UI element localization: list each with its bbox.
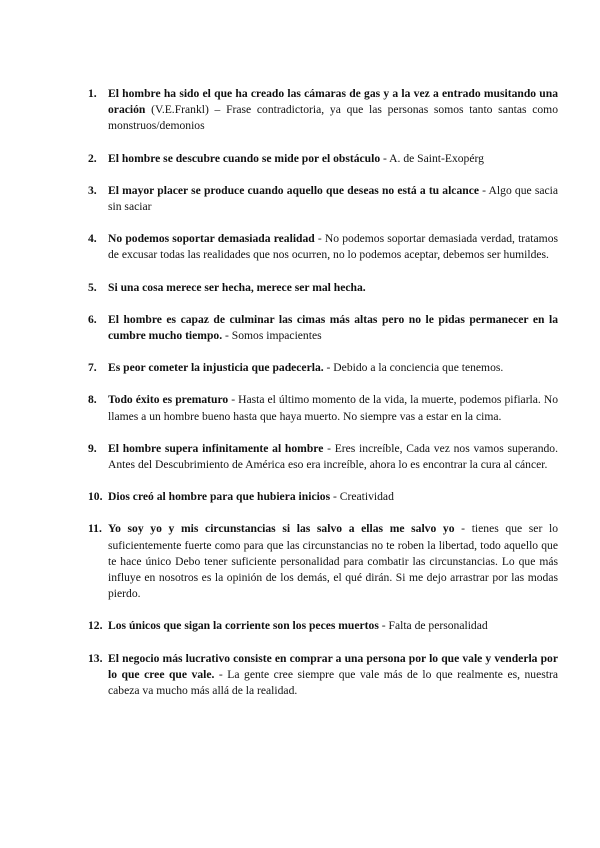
item-number: 8.	[88, 393, 97, 407]
item-quote: El mayor placer se produce cuando aquello que deseas no está a tu alcance	[108, 183, 479, 197]
list-item	[88, 280, 558, 296]
item-note: - No podemos soportar demasiada verdad, tratamos de excusar todas las realidades que nos ocurren, no lo podemos aceptar, debemos ser humildes.	[108, 232, 558, 262]
item-note: - La gente cree siempre que vale más de lo que realmente es, nuestra cabeza va mucho más allá de la realidad.	[108, 667, 558, 698]
list-item	[88, 651, 558, 700]
quote-list	[88, 86, 558, 715]
item-number: 3.	[88, 183, 97, 197]
list-item	[88, 489, 558, 505]
item-number: 7.	[88, 361, 97, 375]
item-number: 5.	[88, 280, 97, 294]
item-number: 12.	[88, 619, 103, 633]
item-number: 1.	[88, 87, 97, 100]
list-item	[88, 183, 558, 215]
item-note: - Falta de personalidad	[378, 619, 488, 633]
item-note: - Somos impacientes	[222, 329, 322, 343]
list-item	[88, 86, 558, 135]
item-note: - tienes que ser lo suficientemente fuerte como para que las circunstancias no te roben la libertad, todo aquello que te hace único Debo tener suficiente personalidad para combatir las circunstancias. Lo que más influye en nosotros es la opinión de los demás, el qué dirán. Si me dejo arrastrar por las modas pierdo.	[108, 522, 558, 601]
item-quote: El negocio más lucrativo consiste en comprar a una persona por lo que vale y venderla por lo que cree que vale.	[108, 651, 558, 681]
list-item	[88, 441, 558, 473]
item-number: 10.	[88, 490, 103, 504]
item-quote: El hombre supera infinitamente al hombre	[108, 441, 324, 455]
item-number: 13.	[88, 651, 103, 665]
list-item	[88, 392, 558, 424]
item-number: 11.	[88, 522, 102, 536]
item-quote: No podemos soportar demasiada realidad	[108, 232, 315, 246]
list-item	[88, 360, 558, 376]
list-item	[88, 521, 558, 602]
item-quote: Todo éxito es prematuro	[108, 393, 229, 407]
item-quote: El hombre es capaz de culminar las cimas más altas pero no le pidas permanecer en la cumbre mucho tiempo.	[108, 312, 558, 343]
item-note: - Debido a la conciencia que tenemos.	[323, 361, 504, 375]
item-number: 6.	[88, 312, 97, 326]
item-note: (V.E.Frankl) – Frase contradictoria, ya que las personas somos tanto santas como monstruos/demonios	[108, 103, 558, 133]
list-item	[88, 312, 558, 344]
item-quote: El hombre se descubre cuando se mide por el obstáculo	[108, 151, 381, 165]
item-quote: Dios creó al hombre para que hubiera inicios	[108, 490, 331, 504]
item-quote: Es peor cometer la injusticia que padecerla.	[108, 361, 324, 375]
item-quote: Los únicos que sigan la corriente son los peces muertos	[108, 619, 379, 633]
item-quote: Si una cosa merece ser hecha, merece ser mal hecha.	[108, 280, 366, 294]
item-number: 9.	[88, 441, 97, 455]
item-number: 4.	[88, 232, 97, 246]
item-quote: Yo soy yo y mis circunstancias si las salvo a ellas me salvo yo	[108, 522, 455, 536]
item-quote: El hombre ha sido el que ha creado las cámaras de gas y a la vez a entrado musitando una oración	[108, 87, 558, 117]
item-number: 2.	[88, 151, 97, 165]
item-note: - Eres increíble, Cada vez nos vamos superando. Antes del Descubrimiento de América eso era increíble, ahora lo es encontrar la cura al cáncer.	[108, 441, 558, 472]
item-note: - Hasta el último momento de la vida, la muerte, podemos pifiarla. No llames a un hombre bueno hasta que haya muerto. No siempre vas a estar en la cima.	[108, 393, 558, 423]
list-item	[88, 231, 558, 263]
item-note: - A. de Saint-Exopérg	[380, 151, 484, 165]
list-item	[88, 618, 558, 634]
list-item	[88, 151, 558, 167]
item-note: - Algo que sacia sin saciar	[108, 183, 558, 214]
item-note: - Creatividad	[330, 490, 394, 504]
